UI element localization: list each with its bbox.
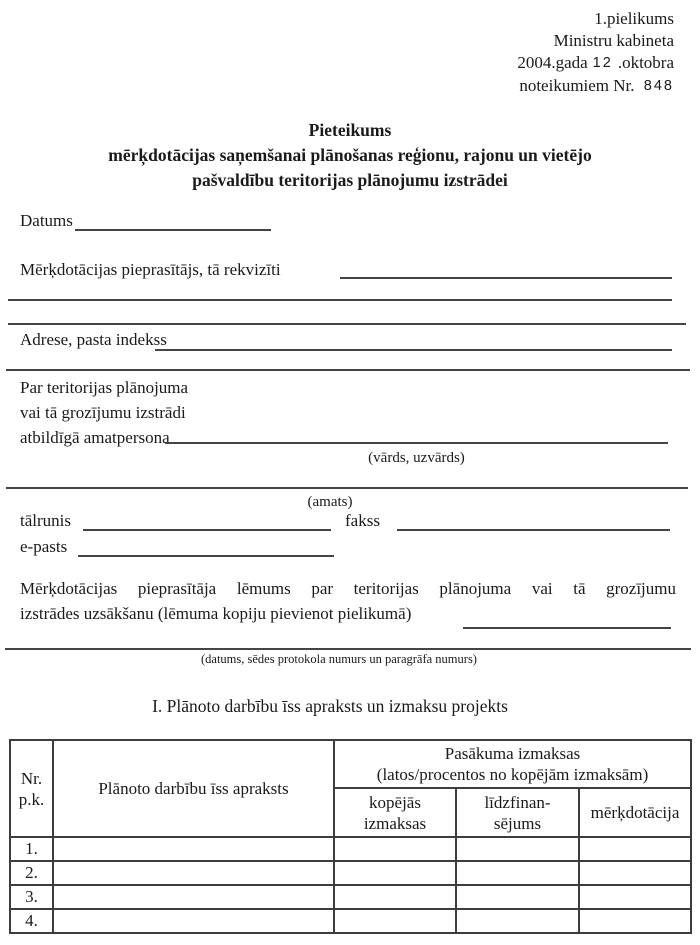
col-group-header-line-1: Pasākuma izmaksas xyxy=(444,744,581,763)
adrese-continuation-line xyxy=(6,369,690,371)
amats-blank-line xyxy=(6,487,688,489)
kopejas-cell-empty xyxy=(334,885,456,909)
col-header-lidzfinansejums xyxy=(456,788,579,837)
col-header-lidzfin-line-2: sējums xyxy=(493,813,542,833)
annex-line: 1.pielikums xyxy=(594,9,674,28)
col-header-nr-line-1: Nr. xyxy=(20,768,43,788)
talrunis-label: tālrunis xyxy=(20,511,71,530)
amatpersona-label-line-3: atbildīgā amatpersona xyxy=(20,428,170,447)
kopejas-cell-empty xyxy=(334,861,456,885)
merkdotacija-cell-empty xyxy=(579,837,691,861)
rekviziti-continuation-line-2 xyxy=(8,323,686,325)
rekviziti-label: Mērķdotācijas pieprasītājs, tā rekvizīti xyxy=(20,260,281,279)
vards-blank-line xyxy=(165,442,668,444)
lidzfin-cell-empty xyxy=(456,861,579,885)
lemums-paragraph-line-1: Mērķdotācijas pieprasītāja lēmums par teritorijas plānojuma vai tā grozījumu xyxy=(20,579,676,598)
datums-blank-line xyxy=(75,229,271,231)
title-line-2: mērķdotācijas saņemšanai plānošanas reģionu, rajonu un vietējo xyxy=(108,145,592,165)
vards-caption: (vārds, uzvārds) xyxy=(368,450,465,466)
date-prefix: 2004.gada xyxy=(517,53,588,72)
kopejas-cell-empty xyxy=(334,837,456,861)
apraksts-cell-empty xyxy=(53,861,334,885)
date-day-value: 12 xyxy=(592,55,613,71)
title-line-1: Pieteikums xyxy=(308,120,392,140)
table-row xyxy=(10,861,691,885)
regulation-reference xyxy=(517,8,674,98)
col-group-header-line-2: (latos/procentos no kopējām izmaksām) xyxy=(376,765,649,784)
section-1-heading: I. Plānoto darbību īss apraksts un izmaksu projekts xyxy=(152,696,508,716)
col-header-lidzfin-line-1: līdzfinan- xyxy=(484,792,551,812)
epasts-blank-line xyxy=(78,555,334,557)
col-header-kopejas-line-1: kopējās xyxy=(369,792,421,812)
cabinet-line: Ministru kabineta xyxy=(553,31,674,50)
lemums-paragraph-line-2: izstrādes uzsākšanu (lēmuma kopiju pievienot pielikumā) xyxy=(20,604,412,623)
costs-table xyxy=(9,739,692,934)
epasts-label: e-pasts xyxy=(20,537,68,556)
row-number-cell: 1. xyxy=(10,837,53,861)
adrese-label: Adrese, pasta indekss xyxy=(20,330,167,349)
number-line xyxy=(517,75,674,98)
lemums-blank-line xyxy=(463,627,671,629)
rekviziti-blank-line xyxy=(340,277,672,279)
col-header-nr-pk xyxy=(10,740,53,837)
col-header-kopejas-izmaksas xyxy=(334,788,456,837)
datums-label: Datums xyxy=(20,211,73,230)
costs-table-container xyxy=(9,739,692,934)
amatpersona-label-line-2: vai tā grozījumu izstrādi xyxy=(20,403,186,422)
table-row xyxy=(10,909,691,933)
protokols-caption: (datums, sēdes protokola numurs un paragrāfa numurs) xyxy=(201,652,477,666)
regulation-number-value: 848 xyxy=(643,78,674,94)
adrese-blank-line xyxy=(155,349,672,351)
apraksts-cell-empty xyxy=(53,909,334,933)
col-header-nr-line-2: p.k. xyxy=(18,789,45,809)
apraksts-cell-empty xyxy=(53,837,334,861)
row-number-cell: 4. xyxy=(10,909,53,933)
col-header-merkdotacija: mērķdotācija xyxy=(579,788,691,837)
fakss-label: fakss xyxy=(345,511,380,530)
lidzfin-cell-empty xyxy=(456,885,579,909)
col-group-header-izmaksas xyxy=(334,740,691,788)
row-number-cell: 3. xyxy=(10,885,53,909)
amats-caption: (amats) xyxy=(307,494,353,510)
merkdotacija-cell-empty xyxy=(579,885,691,909)
rekviziti-continuation-line-1 xyxy=(8,299,672,301)
apraksts-cell-empty xyxy=(53,885,334,909)
merkdotacija-cell-empty xyxy=(579,909,691,933)
lidzfin-cell-empty xyxy=(456,837,579,861)
col-header-apraksts: Plānoto darbību īss apraksts xyxy=(53,740,334,837)
amatpersona-label-line-1: Par teritorijas plānojuma xyxy=(20,378,189,397)
merkdotacija-cell-empty xyxy=(579,861,691,885)
talrunis-blank-line xyxy=(83,529,331,531)
fakss-blank-line xyxy=(397,529,670,531)
title-line-3: pašvaldību teritorijas plānojumu izstrādei xyxy=(192,170,508,190)
col-header-kopejas-line-2: izmaksas xyxy=(363,813,427,833)
date-line xyxy=(517,52,674,75)
lidzfin-cell-empty xyxy=(456,909,579,933)
date-suffix: .oktobra xyxy=(617,53,674,72)
table-row xyxy=(10,837,691,861)
row-number-cell: 2. xyxy=(10,861,53,885)
number-prefix: noteikumiem Nr. xyxy=(519,76,635,95)
protokols-blank-line xyxy=(5,648,691,650)
table-row xyxy=(10,885,691,909)
kopejas-cell-empty xyxy=(334,909,456,933)
document-title xyxy=(0,118,700,193)
